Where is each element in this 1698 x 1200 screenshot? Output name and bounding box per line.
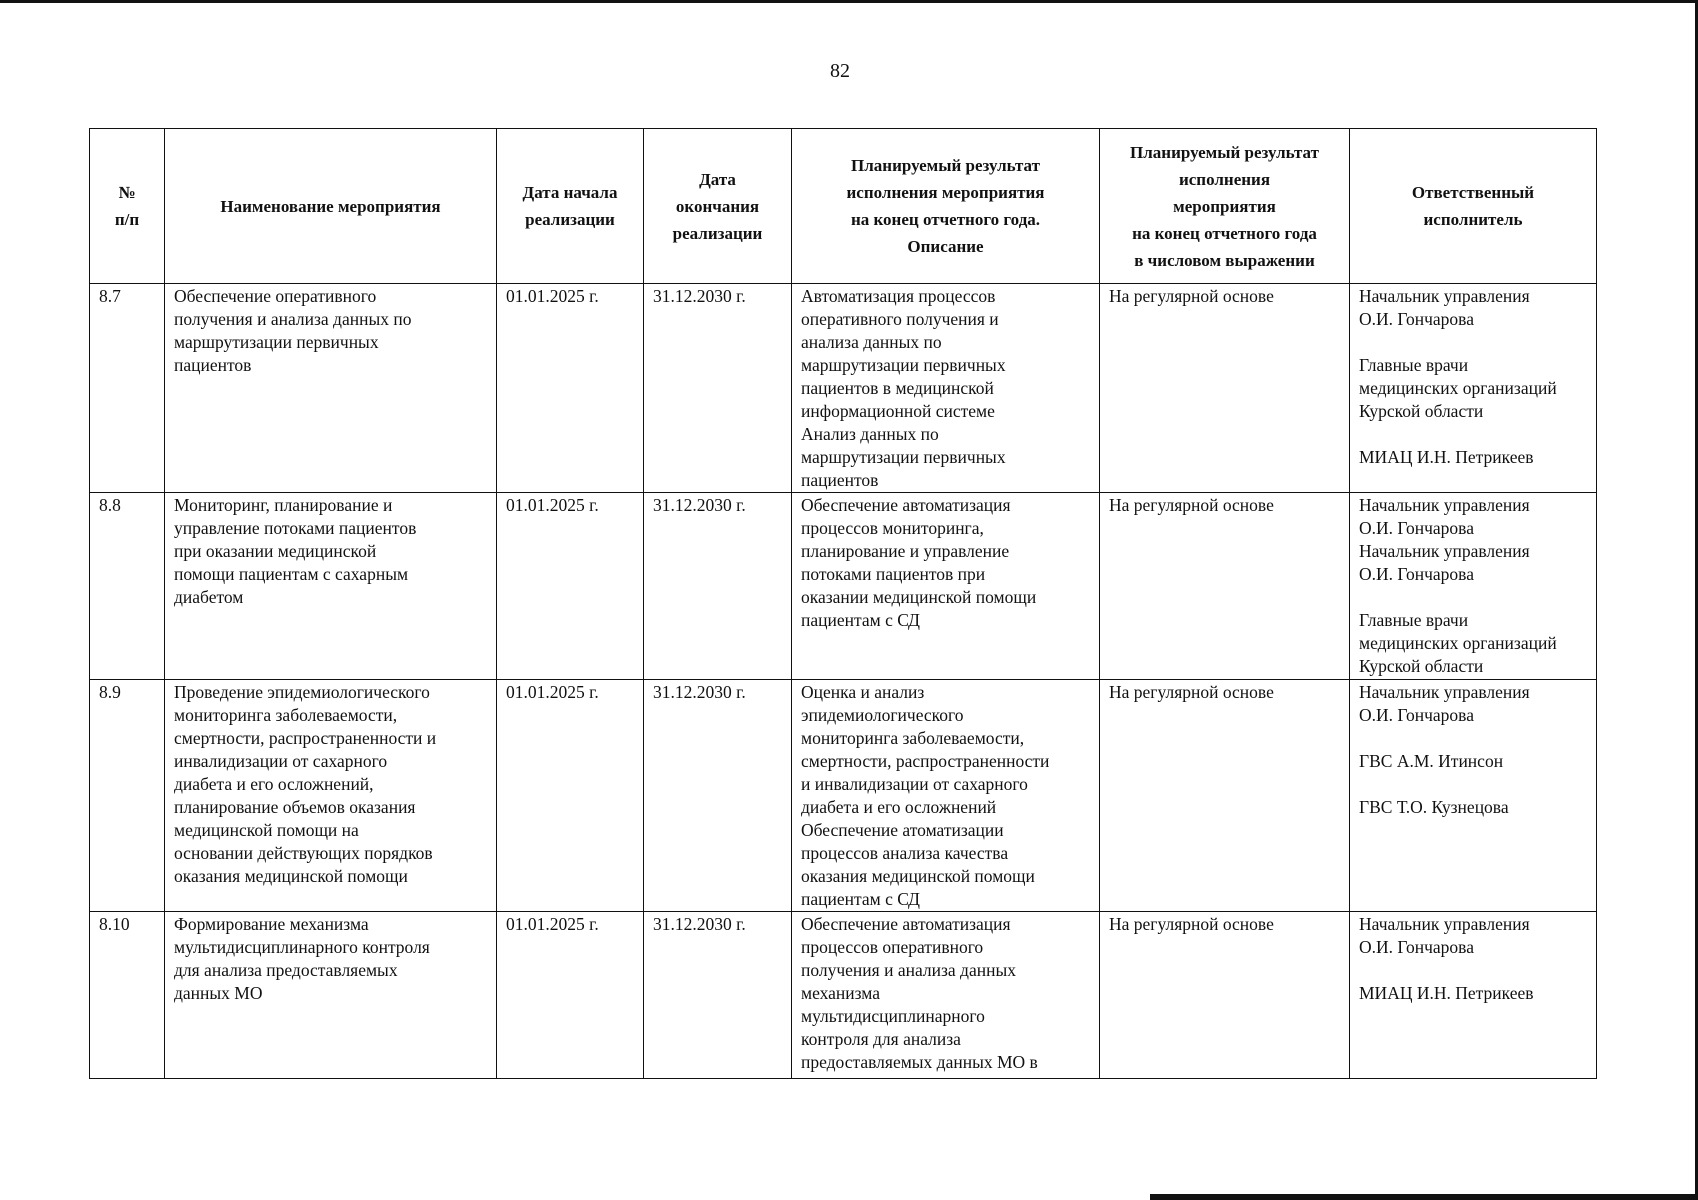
table-header-row [90,129,1597,284]
header-result-numeric: Планируемый результат исполнения мероприятия на конец отчетного года в числовом выражении [1100,129,1350,284]
header-responsible: Ответственный исполнитель [1350,129,1597,284]
cell-end-date: 31.12.2030 г. [644,284,792,493]
cell-responsible: Начальник управления О.И. Гончарова Главные врачи медицинских организаций Курской области МИАЦ И.Н. Петрикеев [1350,284,1597,493]
cell-name: Обеспечение оперативного получения и анализа данных по маршрутизации первичных пациентов [165,284,497,493]
cell-result-numeric: На регулярной основе [1100,912,1350,1079]
header-num: № п/п [90,129,165,284]
cell-result-numeric: На регулярной основе [1100,680,1350,912]
cell-end-date: 31.12.2030 г. [644,493,792,680]
header-end-date: Дата окончания реализации [644,129,792,284]
cell-end-date: 31.12.2030 г. [644,912,792,1079]
cell-responsible: Начальник управления О.И. Гончарова МИАЦ И.Н. Петрикеев [1350,912,1597,1079]
table-row [90,680,1597,912]
cell-num: 8.8 [90,493,165,680]
cell-result-numeric: На регулярной основе [1100,493,1350,680]
cell-name: Проведение эпидемиологического мониторинга заболеваемости, смертности, распространенности и инвалидизации от сахарного диабета и его осложнений, планирование объемов оказания медицинской помощи на основании действующих порядков оказания медицинской помощи [165,680,497,912]
cell-start-date: 01.01.2025 г. [497,912,644,1079]
cell-result-description: Автоматизация процессов оперативного получения и анализа данных по маршрутизации первичных пациентов в медицинской информационной системе Анализ данных по маршрутизации первичных пациентов [792,284,1100,493]
cell-name: Мониторинг, планирование и управление потоками пациентов при оказании медицинской помощи пациентам с сахарным диабетом [165,493,497,680]
scan-edge-bottom [1150,1194,1698,1200]
cell-responsible: Начальник управления О.И. Гончарова ГВС А.М. Итинсон ГВС Т.О. Кузнецова [1350,680,1597,912]
table-row [90,284,1597,493]
cell-result-description: Оценка и анализ эпидемиологического мониторинга заболеваемости, смертности, распространенности и инвалидизации от сахарного диабета и его осложнений Обеспечение атоматизации процессов анализа качества оказания медицинской помощи пациентам с СД [792,680,1100,912]
cell-name: Формирование механизма мультидисциплинарного контроля для анализа предоставляемых данных МО [165,912,497,1079]
cell-num: 8.10 [90,912,165,1079]
cell-end-date: 31.12.2030 г. [644,680,792,912]
cell-result-description: Обеспечение автоматизация процессов оперативного получения и анализа данных механизма мультидисциплинарного контроля для анализа предоставляемых данных МО в [792,912,1100,1079]
page-number: 82 [830,60,850,82]
cell-responsible: Начальник управления О.И. Гончарова Начальник управления О.И. Гончарова Главные врачи медицинских организаций Курской области [1350,493,1597,680]
table-row [90,912,1597,1079]
cell-result-description: Обеспечение автоматизация процессов мониторинга, планирование и управление потоками пациентов при оказании медицинской помощи пациентам с СД [792,493,1100,680]
cell-start-date: 01.01.2025 г. [497,284,644,493]
cell-num: 8.9 [90,680,165,912]
activities-table [89,128,1597,1079]
scan-edge-top [0,0,1698,3]
cell-start-date: 01.01.2025 г. [497,493,644,680]
cell-result-numeric: На регулярной основе [1100,284,1350,493]
cell-start-date: 01.01.2025 г. [497,680,644,912]
cell-num: 8.7 [90,284,165,493]
header-name: Наименование мероприятия [165,129,497,284]
header-result-description: Планируемый результат исполнения мероприятия на конец отчетного года. Описание [792,129,1100,284]
header-start-date: Дата начала реализации [497,129,644,284]
table-row [90,493,1597,680]
